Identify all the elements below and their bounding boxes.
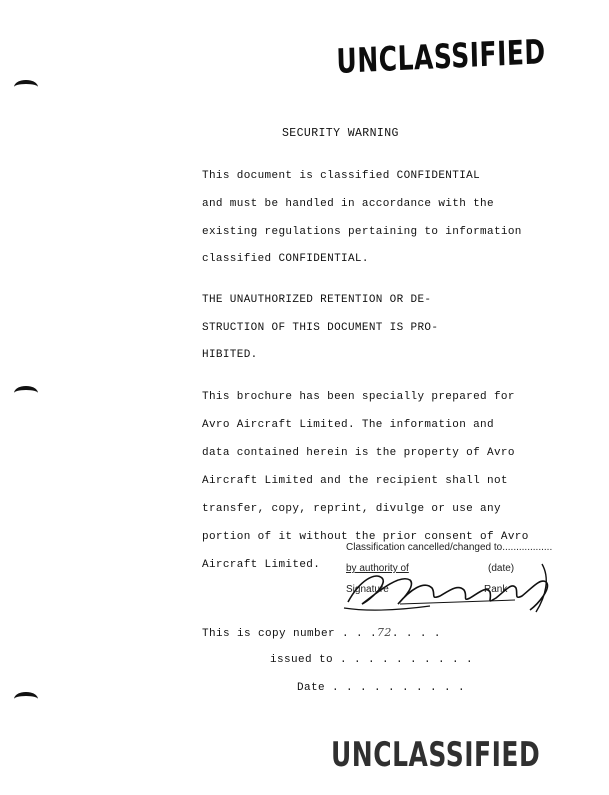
date-label: (date): [488, 563, 515, 574]
paragraph1-line: This document is classified CONFIDENTIAL: [202, 170, 481, 182]
unclassified-stamp-top: UNCLASSIFIED: [336, 32, 547, 82]
rank-label: Rank: [484, 584, 508, 595]
paragraph3-line: transfer, copy, reprint, divulge or use any: [202, 503, 501, 515]
binder-hole-bottom: [14, 692, 38, 706]
copy-number-line: [202, 626, 441, 640]
paragraph3-line: This brochure has been specially prepared for: [202, 391, 515, 403]
paragraph1-line: and must be handled in accordance with the: [202, 198, 494, 210]
paragraph1-line: classified CONFIDENTIAL.: [202, 253, 369, 265]
date-line: Date . . . . . . . . . .: [297, 682, 466, 694]
page-title: SECURITY WARNING: [282, 127, 399, 140]
unclassified-stamp-bottom: UNCLASSIFIED: [331, 735, 541, 775]
binder-hole-top: [14, 80, 38, 94]
paragraph2-line: HIBITED.: [202, 349, 258, 361]
paragraph3-line: Avro Aircraft Limited. The information and: [202, 419, 494, 431]
paragraph1-line: existing regulations pertaining to information: [202, 226, 522, 238]
binder-hole-middle: [14, 386, 38, 400]
classification-change-note: Classification cancelled/changed to..................: [346, 542, 553, 553]
handwritten-signature: [340, 560, 575, 618]
authority-label: by authority of: [346, 563, 409, 574]
paragraph3-line: Aircraft Limited and the recipient shall not: [202, 475, 508, 487]
signature-label: Signature: [346, 584, 389, 595]
copy-number-label: This is copy number . . .: [202, 628, 378, 640]
copy-number-dots: . . . .: [391, 628, 441, 640]
paragraph3-line: data contained herein is the property of Avro: [202, 447, 515, 459]
issued-to-line: issued to . . . . . . . . . .: [270, 654, 474, 666]
paragraph2-line: THE UNAUTHORIZED RETENTION OR DE-: [202, 294, 432, 306]
paragraph3-line: portion of it without the prior consent of Avro: [202, 531, 529, 543]
paragraph3-line: Aircraft Limited.: [202, 559, 321, 571]
paragraph2-line: STRUCTION OF THIS DOCUMENT IS PRO-: [202, 322, 439, 334]
copy-number-value: 72: [377, 626, 392, 639]
